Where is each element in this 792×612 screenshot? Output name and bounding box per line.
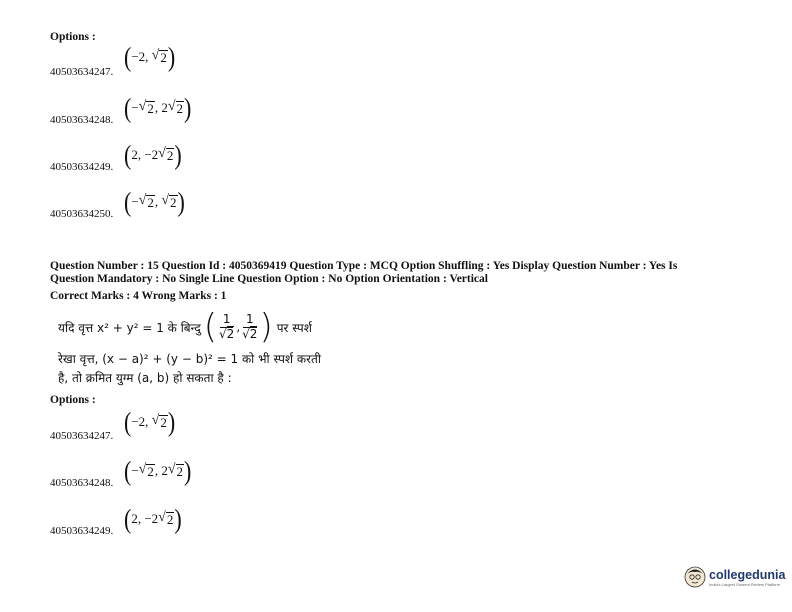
mascot-icon — [684, 566, 706, 588]
option-id: 40503634248. — [50, 114, 114, 126]
fraction: $\frac{1}{√2}$ — [242, 312, 258, 341]
option-id: 40503634247. — [50, 430, 114, 442]
question-meta-line2: Question Mandatory : No Single Line Question Option : No Option Orientation : Vertical — [50, 273, 488, 285]
logo-tagline: India's Largest Student Review Platform — [709, 581, 781, 587]
option-id: 40503634249. — [50, 525, 114, 537]
options-heading: Options : — [50, 394, 96, 406]
option-math: ( −2 , √ 2 ) — [124, 405, 176, 437]
option-math: ( − √ 2 , 2 √ 2 ) — [124, 91, 192, 123]
option-math: ( 2 , − 2 √ 2 ) — [124, 138, 182, 170]
option-id: 40503634250. — [50, 208, 114, 220]
option-math: ( − √ 2 , √ 2 ) — [124, 185, 185, 217]
question-meta-line1: Question Number : 15 Question Id : 4050369419 Question Type : MCQ Option Shuffling : Yes Display Question Number : Yes Is — [50, 260, 678, 272]
question-text-line2: रेखा वृत्त, (x − a)² + (y − b)² = 1 को भी स्पर्श करती — [58, 352, 321, 366]
option-math: ( −2 , √ 2 ) — [124, 40, 176, 72]
logo-name: collegedunia — [709, 567, 786, 582]
option-id: 40503634247. — [50, 66, 114, 78]
sqrt-symbol: √ 2 — [151, 48, 167, 66]
collegedunia-logo — [684, 566, 785, 588]
option-math: ( − √ 2 , 2 √ 2 ) — [124, 454, 192, 486]
option-id: 40503634248. — [50, 477, 114, 489]
question-text-line1: यदि वृत्त x² + y² = 1 के बिन्दु ( $\frac{1}{√2}$ , $\frac{1}{√2}$ ) पर स्पर्श — [58, 307, 312, 347]
option-id: 40503634249. — [50, 161, 114, 173]
option-math: ( 2 , − 2 √ 2 ) — [124, 502, 182, 534]
question-text-line3: है, तो क्रमित युग्म (a, b) हो सकता है : — [58, 371, 232, 385]
options-heading: Options : — [50, 31, 96, 43]
question-marks: Correct Marks : 4 Wrong Marks : 1 — [50, 290, 227, 302]
fraction: $\frac{1}{√2}$ — [219, 312, 235, 341]
